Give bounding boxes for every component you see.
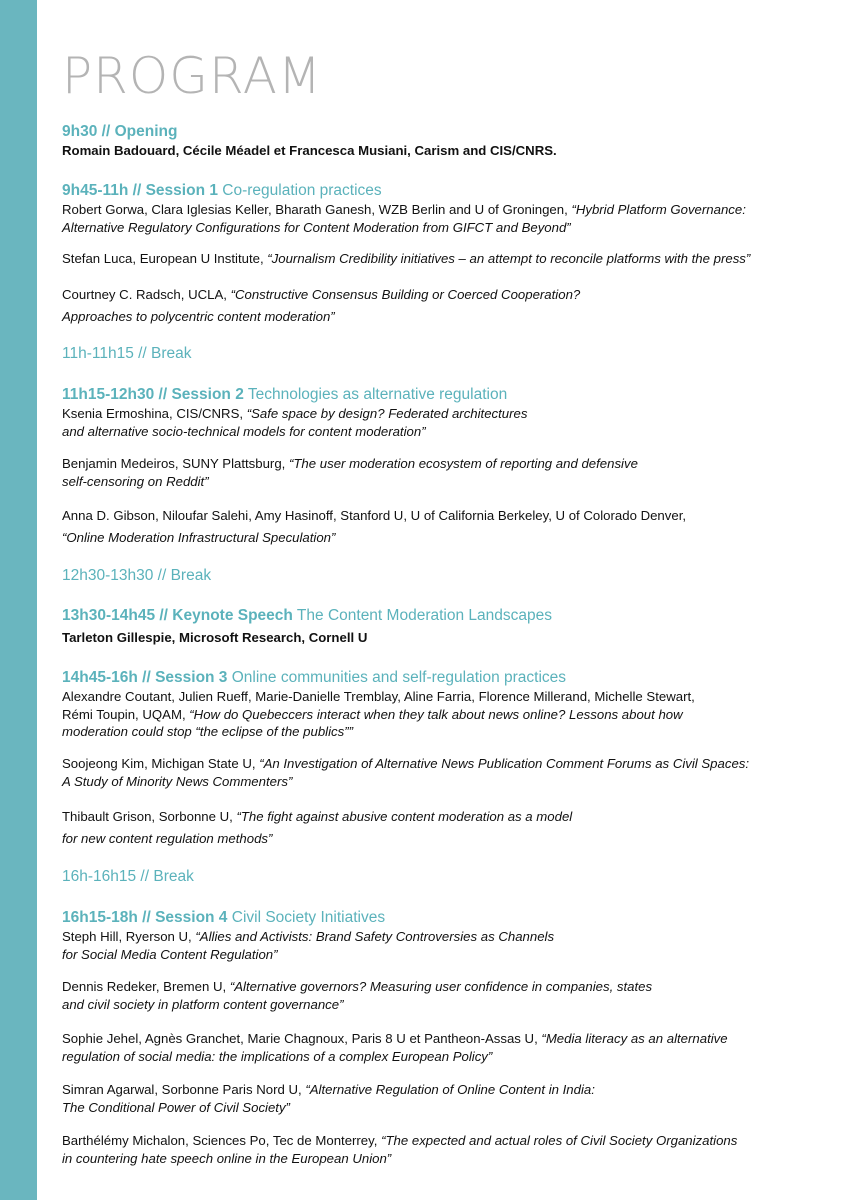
break-3 bbox=[62, 867, 822, 887]
page-title: PROGRAM bbox=[62, 47, 323, 105]
session-1-heading: 9h45-11h // Session 1 Co-regulation practices bbox=[62, 182, 382, 199]
talk-item bbox=[62, 250, 822, 268]
opening-block bbox=[62, 122, 822, 160]
talk-authors: Sophie Jehel, Agnès Granchet, Marie Chagnoux, Paris 8 U et Pantheon-Assas U, “Media literacy as an alternative bbox=[62, 1031, 728, 1046]
talk-item bbox=[62, 1081, 822, 1116]
talk-item bbox=[62, 1132, 822, 1167]
talk-item bbox=[62, 806, 822, 850]
opening-heading: 9h30 // Opening bbox=[62, 123, 178, 140]
session-3-heading: 14h45-16h // Session 3 Online communities and self-regulation practices bbox=[62, 669, 567, 686]
talk-authors: Soojeong Kim, Michigan State U, “An Investigation of Alternative News Publication Comment Forums as Civil Spaces: bbox=[62, 756, 750, 771]
session-2-block bbox=[62, 385, 822, 440]
talk-authors: Simran Agarwal, Sorbonne Paris Nord U, “Alternative Regulation of Online Content in India: bbox=[62, 1082, 595, 1097]
talk-authors: Stefan Luca, European U Institute, “Journalism Credibility initiatives – an attempt to reconcile platforms with the press” bbox=[62, 251, 751, 266]
talk-title: Alternative Regulatory Configurations for Content Moderation from GIFCT and Beyond” bbox=[62, 219, 571, 235]
talk-title: regulation of social media: the implications of a complex European Policy” bbox=[62, 1048, 493, 1064]
talk-authors: Steph Hill, Ryerson U, “Allies and Activists: Brand Safety Controversies as Channels bbox=[62, 929, 555, 944]
break-label: 11h-11h15 // Break bbox=[62, 345, 192, 362]
session-1-block bbox=[62, 181, 822, 236]
talk-authors: Rémi Toupin, UQAM, “How do Quebeccers interact when they talk about news online? Lessons about how bbox=[62, 706, 683, 722]
talk-authors: Barthélémy Michalon, Sciences Po, Tec de Monterrey, “The expected and actual roles of Civil Society Organizations bbox=[62, 1133, 738, 1148]
talk-authors: Thibault Grison, Sorbonne U, “The fight against abusive content moderation as a model bbox=[62, 809, 573, 824]
talk-authors: Alexandre Coutant, Julien Rueff, Marie-Danielle Tremblay, Aline Farria, Florence Millerand, Michelle Stewart, bbox=[62, 689, 695, 704]
talk-authors: Robert Gorwa, Clara Iglesias Keller, Bharath Ganesh, WZB Berlin and U of Groningen, “Hybrid Platform Governance: bbox=[62, 202, 746, 217]
opening-speakers: Romain Badouard, Cécile Méadel et Francesca Musiani, Carism and CIS/CNRS. bbox=[62, 143, 557, 158]
break-2 bbox=[62, 566, 822, 586]
talk-item bbox=[62, 455, 822, 490]
keynote-block bbox=[62, 606, 822, 647]
break-label: 12h30-13h30 // Break bbox=[62, 567, 212, 584]
talk-title: and alternative socio-technical models for content moderation” bbox=[62, 423, 426, 439]
talk-authors: Benjamin Medeiros, SUNY Plattsburg, “The user moderation ecosystem of reporting and defensive bbox=[62, 456, 638, 471]
talk-item bbox=[62, 755, 822, 790]
session-3-block bbox=[62, 668, 822, 741]
talk-item bbox=[62, 284, 822, 328]
talk-title: for new content regulation methods” bbox=[62, 831, 273, 846]
talk-item bbox=[62, 1030, 822, 1065]
talk-title: moderation could stop “the eclipse of the publics”” bbox=[62, 724, 354, 739]
break-label: 16h-16h15 // Break bbox=[62, 868, 194, 885]
keynote-speaker: Tarleton Gillespie, Microsoft Research, Cornell U bbox=[62, 630, 368, 645]
talk-title: The Conditional Power of Civil Society” bbox=[62, 1099, 290, 1115]
talk-item bbox=[62, 978, 822, 1013]
side-accent-bar bbox=[0, 0, 37, 1200]
talk-item bbox=[62, 505, 822, 549]
talk-title: self-censoring on Reddit” bbox=[62, 473, 209, 489]
talk-title: A Study of Minority News Commenters” bbox=[62, 773, 293, 789]
talk-authors: Ksenia Ermoshina, CIS/CNRS, “Safe space by design? Federated architectures bbox=[62, 406, 528, 421]
talk-authors: Dennis Redeker, Bremen U, “Alternative governors? Measuring user confidence in companies, states bbox=[62, 979, 653, 994]
talk-title: “Online Moderation Infrastructural Speculation” bbox=[62, 530, 336, 545]
talk-title: for Social Media Content Regulation” bbox=[62, 946, 278, 962]
keynote-heading: 13h30-14h45 // Keynote Speech The Content Moderation Landscapes bbox=[62, 607, 552, 624]
break-1 bbox=[62, 344, 822, 364]
talk-authors: Anna D. Gibson, Niloufar Salehi, Amy Hasinoff, Stanford U, U of California Berkeley, U of Colorado Denver, bbox=[62, 508, 687, 523]
session-4-heading: 16h15-18h // Session 4 Civil Society Initiatives bbox=[62, 909, 386, 926]
session-4-block bbox=[62, 908, 822, 963]
talk-title: Approaches to polycentric content moderation” bbox=[62, 309, 335, 324]
session-2-heading: 11h15-12h30 // Session 2 Technologies as alternative regulation bbox=[62, 386, 508, 403]
talk-title: and civil society in platform content governance” bbox=[62, 996, 344, 1012]
talk-title: in countering hate speech online in the European Union” bbox=[62, 1150, 392, 1166]
talk-authors: Courtney C. Radsch, UCLA, “Constructive Consensus Building or Coerced Cooperation? bbox=[62, 287, 581, 302]
